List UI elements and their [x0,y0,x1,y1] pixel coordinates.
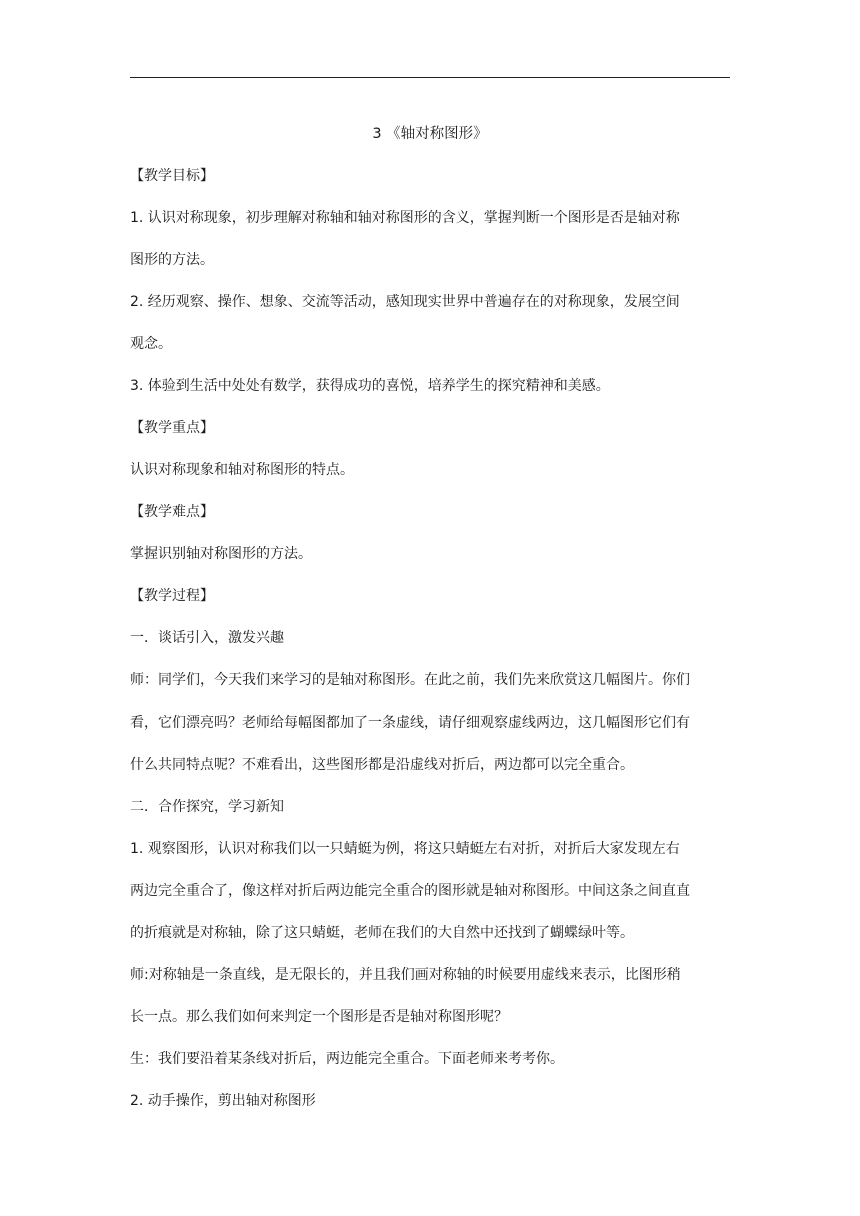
teacher-axis-line-2: 长一点。那么我们如何来判定一个图形是否是轴对称图形呢？ [130,1009,508,1025]
difficulties-text: 掌握识别轴对称图形的方法。 [130,546,312,562]
header-rule [130,77,730,78]
goal-1-line-1: 1. 认识对称现象，初步理解对称轴和轴对称图形的含义，掌握判断一个图形是否是轴对称 [130,210,680,226]
heading-key-points: 【教学重点】 [130,420,214,436]
teacher-intro-line-2: 看，它们漂亮吗？老师给每幅图都加了一条虚线，请仔细观察虚线两边，这几幅图形它们有 [130,715,690,731]
teacher-intro-paragraph [130,670,730,776]
goal-1-line-2: 图形的方法。 [130,252,214,268]
step-1-line-2: 两边完全重合了，像这样对折后两边能完全重合的图形就是轴对称图形。中间这条之间直直 [130,883,690,899]
heading-teaching-goals: 【教学目标】 [130,168,214,184]
student-answer: 生：我们要沿着某条线对折后，两边能完全重合。下面老师来考考你。 [130,1051,564,1067]
heading-process: 【教学过程】 [130,588,214,604]
teacher-intro-line-3: 什么共同特点呢？不难看出，这些图形都是沿虚线对折后，两边都可以完全重合。 [130,757,634,773]
teacher-intro-line-1: 师：同学们，今天我们来学习的是轴对称图形。在此之前，我们先来欣赏这几幅图片。你们 [130,672,690,688]
heading-difficulties: 【教学难点】 [130,504,214,520]
goal-3: 3. 体验到生活中处处有数学，获得成功的喜悦，培养学生的探究精神和美感。 [130,378,610,394]
goal-2 [130,292,730,355]
teacher-axis-line-1: 师:对称轴是一条直线，是无限长的，并且我们画对称轴的时候要用虚线来表示，比图形稍 [130,967,681,983]
goal-2-line-1: 2. 经历观察、操作、想象、交流等活动，感知现实世界中普遍存在的对称现象，发展空间 [130,294,680,310]
goal-1 [130,208,730,271]
document-body [130,124,730,1112]
key-points-text: 认识对称现象和轴对称图形的特点。 [130,462,354,478]
teacher-axis-paragraph [130,965,730,1028]
step-1-line-1: 1. 观察图形，认识对称我们以一只蜻蜓为例，将这只蜻蜓左右对折，对折后大家发现左右 [130,841,680,857]
section-1-heading: 一．谈话引入，激发兴趣 [130,630,284,646]
goal-2-line-2: 观念。 [130,336,172,352]
step-1-line-3: 的折痕就是对称轴，除了这只蜻蜓，老师在我们的大自然中还找到了蝴蝶绿叶等。 [130,925,634,941]
section-2-heading: 二．合作探究，学习新知 [130,799,284,815]
step-2-heading: 2. 动手操作，剪出轴对称图形 [130,1093,316,1109]
document-title: 3 《轴对称图形》 [372,126,488,142]
step-1-paragraph [130,839,730,944]
